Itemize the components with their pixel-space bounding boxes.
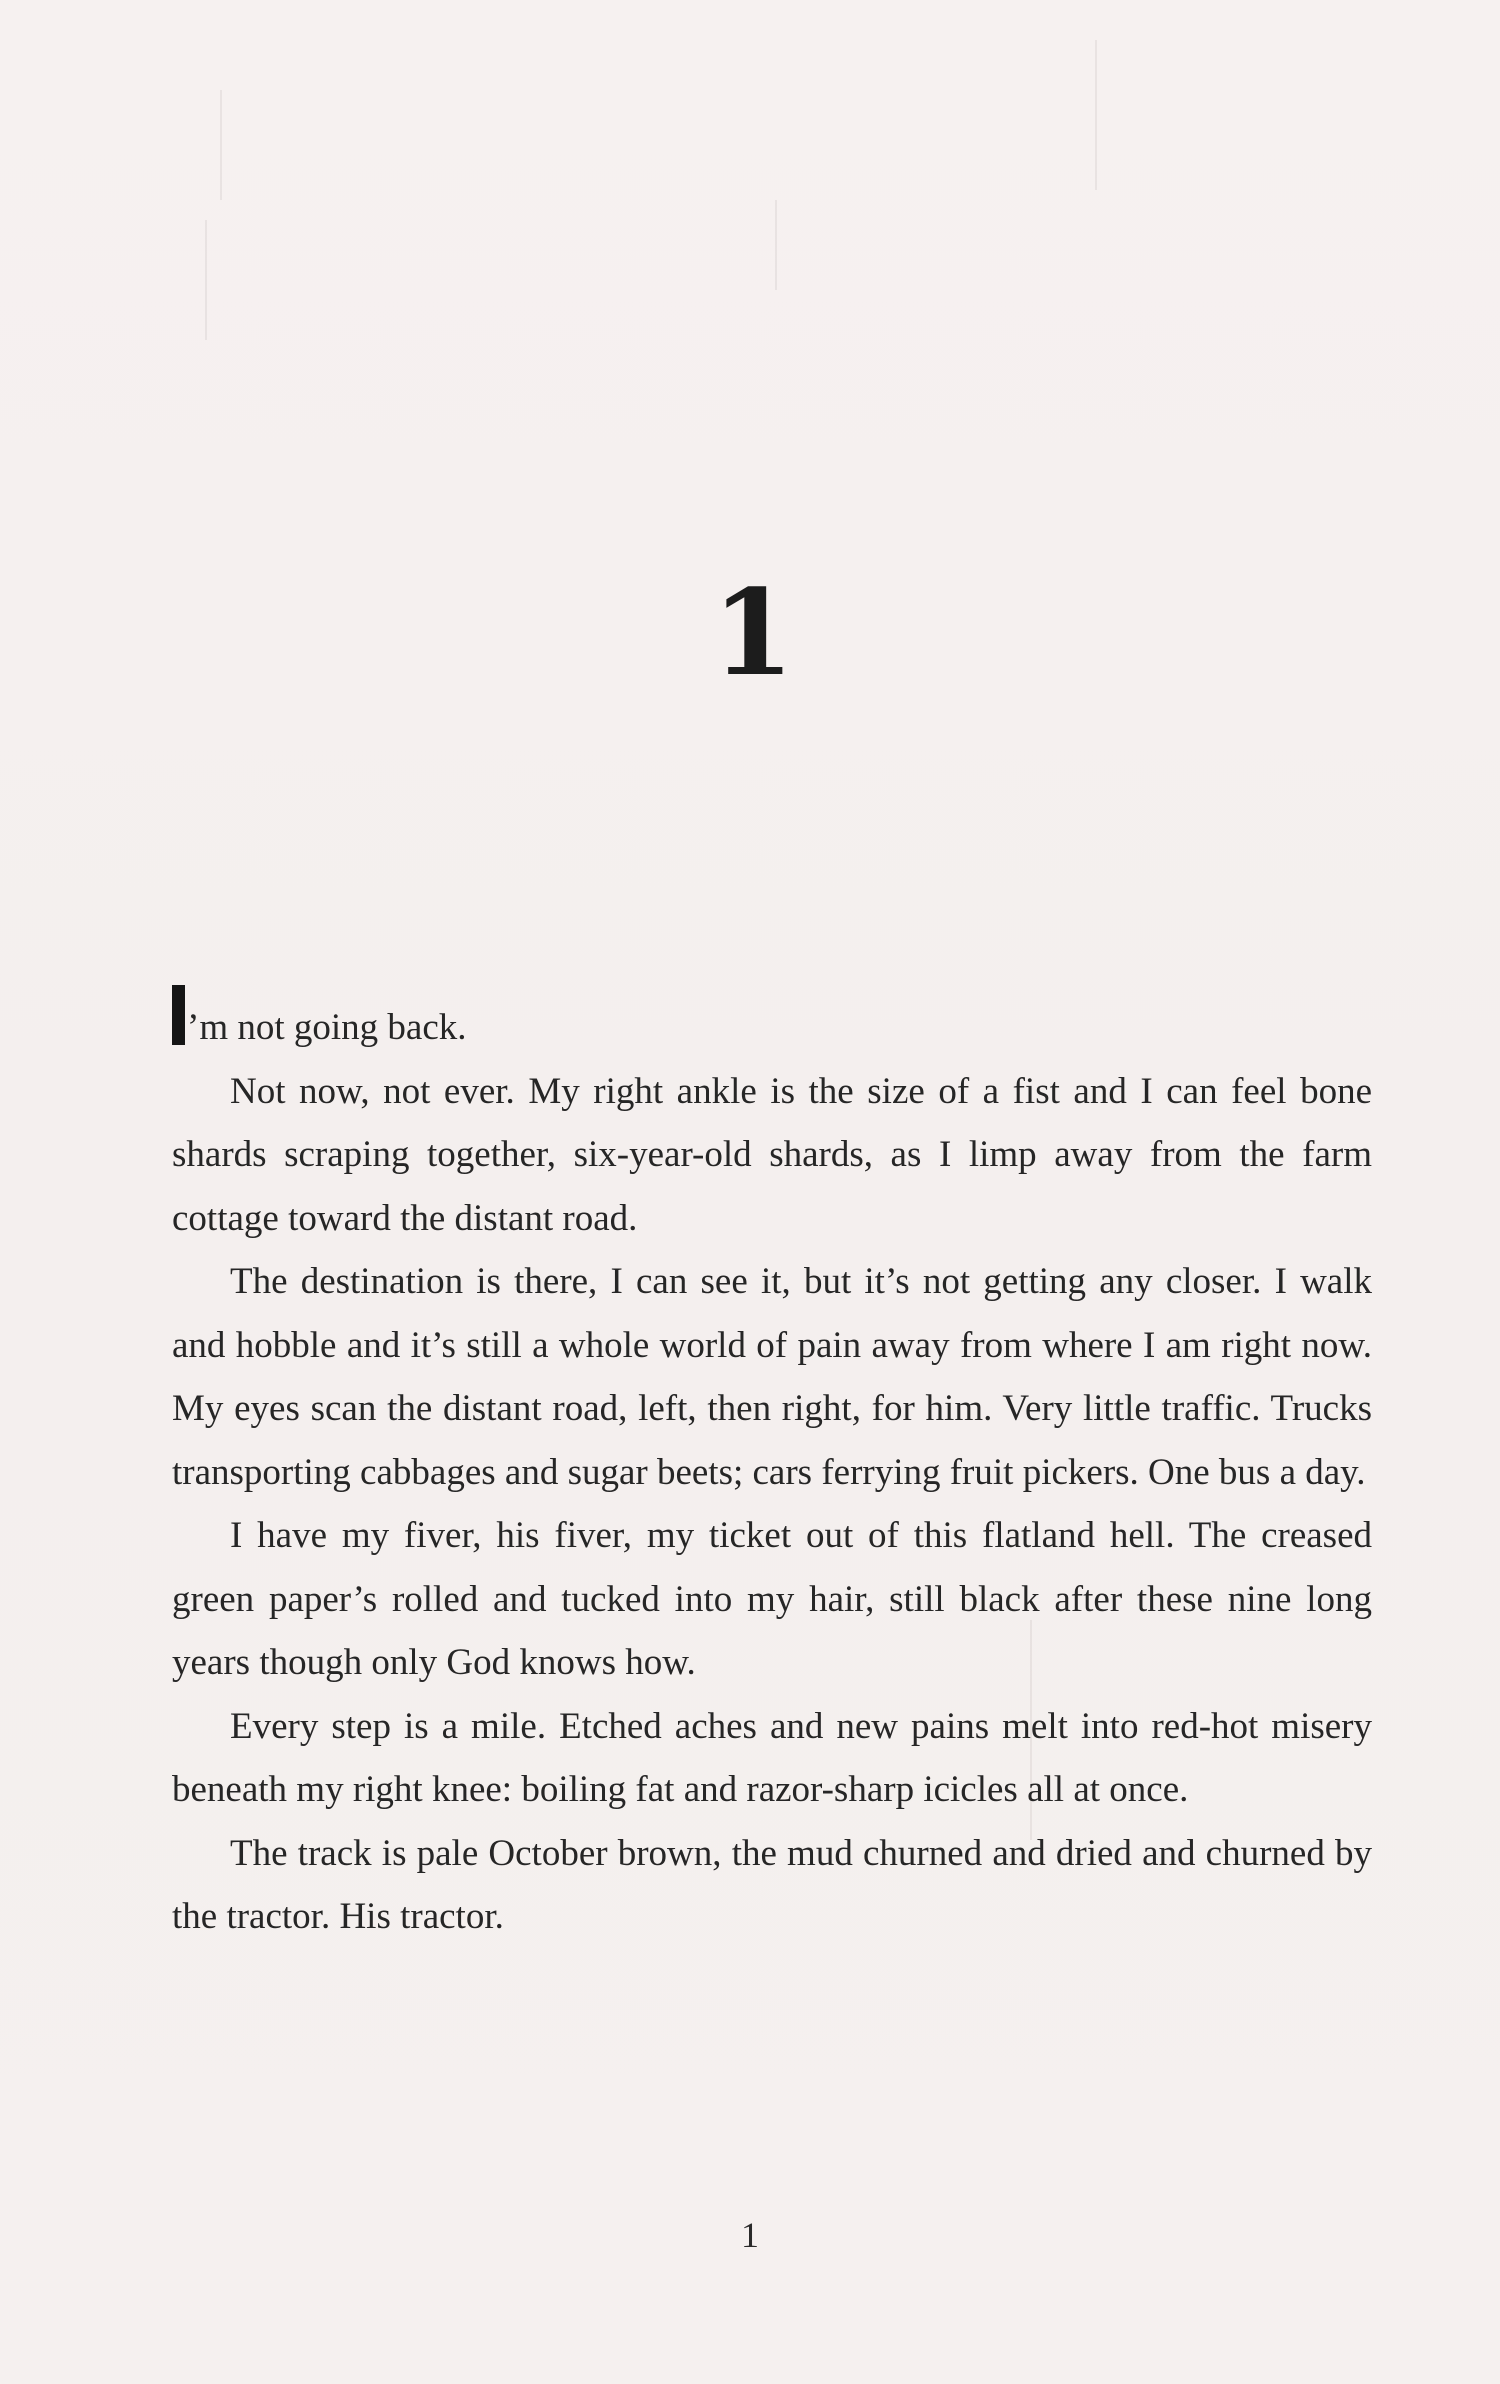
show-through-mark [220, 90, 222, 200]
paragraph-1 [172, 985, 1372, 1060]
paragraph-6: The track is pale October brown, the mud churned and dried and churned by the tractor. His tractor. [172, 1832, 1372, 1937]
drop-cap [172, 985, 185, 1045]
page-number: 1 [741, 2215, 759, 2255]
show-through-mark [205, 220, 207, 340]
chapter-number: 1 [712, 563, 795, 702]
show-through-mark [775, 200, 777, 290]
paragraph-1-text: ’m not going back. [187, 1007, 467, 1048]
body-text [172, 985, 1372, 1949]
paragraph-2: Not now, not ever. My right ankle is the size of a fist and I can feel bone shards scraping together, six-year-old shards, as I limp away from the farm cottage toward the distant road. [172, 1070, 1372, 1239]
show-through-mark [1095, 40, 1097, 190]
paragraph-4: I have my fiver, his fiver, my ticket out of this flatland hell. The creased green paper’s rolled and tucked into my hair, still black after these nine long years though only God knows how. [172, 1515, 1372, 1683]
paragraph-3: The destination is there, I can see it, but it’s not getting any closer. I walk and hobble and it’s still a whole world of pain away from where I am right now. My eyes scan the distant road, left, then right, for him. Very little traffic. Trucks transporting cabbages and sugar beets; cars ferrying fruit pickers. One bus a day. [172, 1261, 1372, 1493]
paragraph-5: Every step is a mile. Etched aches and new pains melt into red-hot misery beneath my right knee: boiling fat and razor-sharp icicles all at once. [172, 1705, 1372, 1810]
